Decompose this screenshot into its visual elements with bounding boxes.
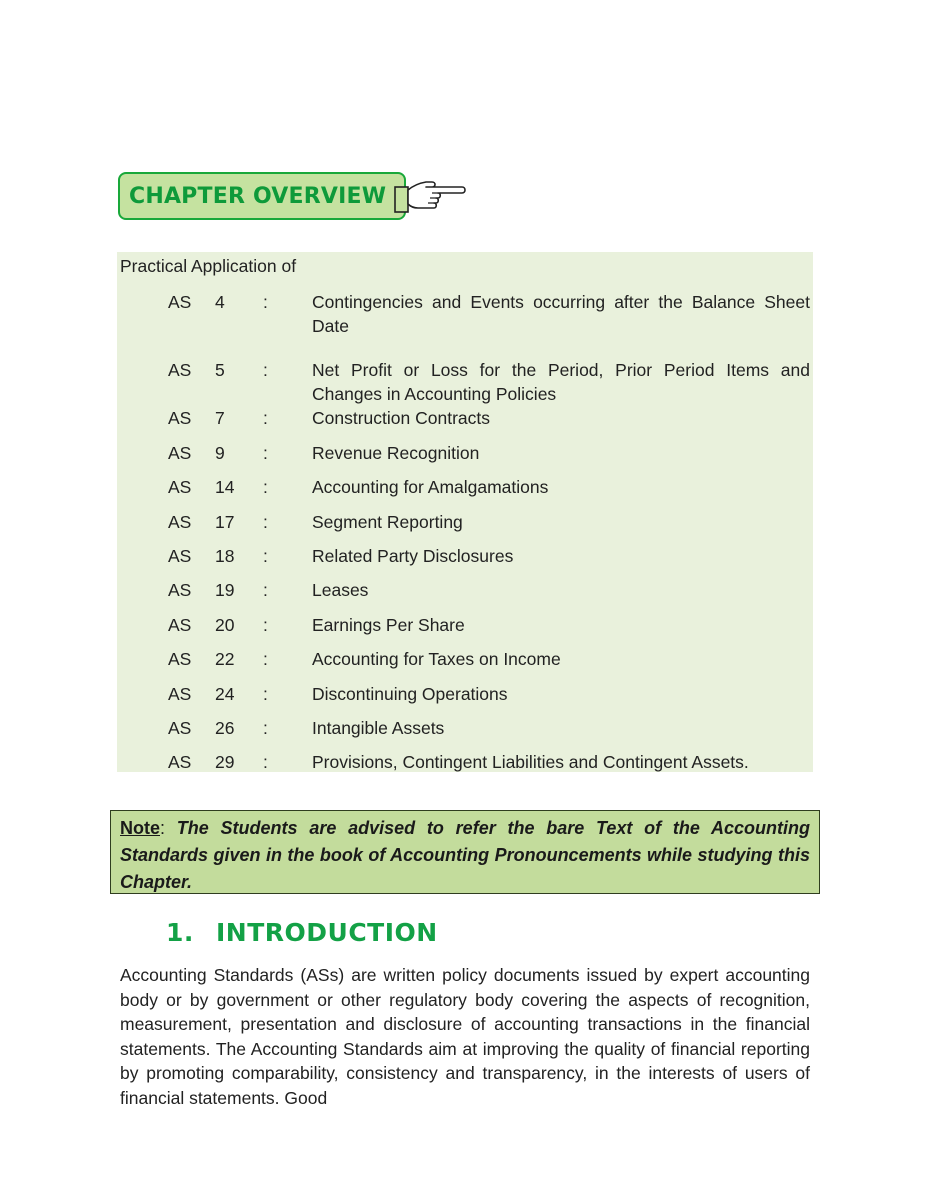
standard-title: Leases: [312, 580, 369, 600]
standard-number: 18: [215, 546, 235, 566]
separator-colon: :: [263, 684, 268, 704]
separator-colon: :: [263, 649, 268, 669]
standard-title: Net Profit or Loss for the Period, Prior Period Items and Changes in Accounting Policies: [312, 360, 810, 404]
standard-prefix: AS: [168, 546, 192, 566]
section-number: 1.: [166, 918, 194, 947]
standard-number: 17: [215, 512, 235, 532]
chapter-overview-banner: [118, 172, 406, 220]
note-colon: :: [160, 818, 177, 838]
pointing-hand-icon: [392, 176, 466, 218]
separator-colon: :: [263, 408, 268, 428]
standard-prefix: AS: [168, 477, 192, 497]
standard-title: Accounting for Taxes on Income: [312, 649, 561, 669]
standard-prefix: AS: [168, 292, 192, 312]
standard-prefix: AS: [168, 649, 192, 669]
section-heading: [166, 918, 438, 947]
section-title: INTRODUCTION: [216, 918, 438, 947]
intro-paragraph: Accounting Standards (ASs) are written policy documents issued by expert accounting body or by government or other regulatory body covering the aspects of recognition, measurement, presentation and disclosure of accounting transactions in the financial statements. The Accounting Standards aim at improving the quality of financial reporting by promoting comparability, consistency and transparency, in the interests of users of financial statements. Good: [120, 965, 810, 1108]
standard-number: 9: [215, 443, 225, 463]
standard-prefix: AS: [168, 615, 192, 635]
standard-prefix: AS: [168, 718, 192, 738]
standard-number: 24: [215, 684, 235, 704]
separator-colon: :: [263, 477, 268, 497]
standard-title: Revenue Recognition: [312, 443, 480, 463]
standard-number: 26: [215, 718, 235, 738]
separator-colon: :: [263, 360, 268, 380]
standard-number: 5: [215, 360, 225, 380]
standard-prefix: AS: [168, 580, 192, 600]
standard-title: Earnings Per Share: [312, 615, 465, 635]
standard-prefix: AS: [168, 752, 192, 772]
standard-title: Discontinuing Operations: [312, 684, 508, 704]
standard-title: Intangible Assets: [312, 718, 445, 738]
standard-title: Accounting for Amalgamations: [312, 477, 549, 497]
standard-number: 7: [215, 408, 225, 428]
standard-number: 4: [215, 292, 225, 312]
standard-prefix: AS: [168, 443, 192, 463]
separator-colon: :: [263, 292, 268, 312]
note-box: [110, 810, 820, 894]
standard-number: 29: [215, 752, 235, 772]
note-label: Note: [120, 818, 160, 838]
standard-number: 14: [215, 477, 235, 497]
separator-colon: :: [263, 443, 268, 463]
standard-prefix: AS: [168, 360, 192, 380]
separator-colon: :: [263, 512, 268, 532]
standard-title: Contingencies and Events occurring after the Balance Sheet Date: [312, 292, 810, 336]
overview-intro: Practical Application of: [120, 256, 297, 276]
standard-title: Construction Contracts: [312, 408, 490, 428]
separator-colon: :: [263, 580, 268, 600]
standard-title: Related Party Disclosures: [312, 546, 514, 566]
standard-number: 19: [215, 580, 235, 600]
standard-title: Provisions, Contingent Liabilities and Contingent Assets.: [312, 752, 749, 772]
standard-title: Segment Reporting: [312, 512, 463, 532]
chapter-overview-title: CHAPTER OVERVIEW: [129, 183, 387, 209]
standard-number: 22: [215, 649, 235, 669]
standard-prefix: AS: [168, 512, 192, 532]
separator-colon: :: [263, 752, 268, 772]
standard-number: 20: [215, 615, 235, 635]
note-text: The Students are advised to refer the bare Text of the Accounting Standards given in the book of Accounting Pronouncements while studying this Chapter.: [120, 818, 810, 892]
standard-prefix: AS: [168, 408, 192, 428]
separator-colon: :: [263, 546, 268, 566]
standard-prefix: AS: [168, 684, 192, 704]
separator-colon: :: [263, 615, 268, 635]
chapter-overview-list: [117, 252, 813, 772]
separator-colon: :: [263, 718, 268, 738]
